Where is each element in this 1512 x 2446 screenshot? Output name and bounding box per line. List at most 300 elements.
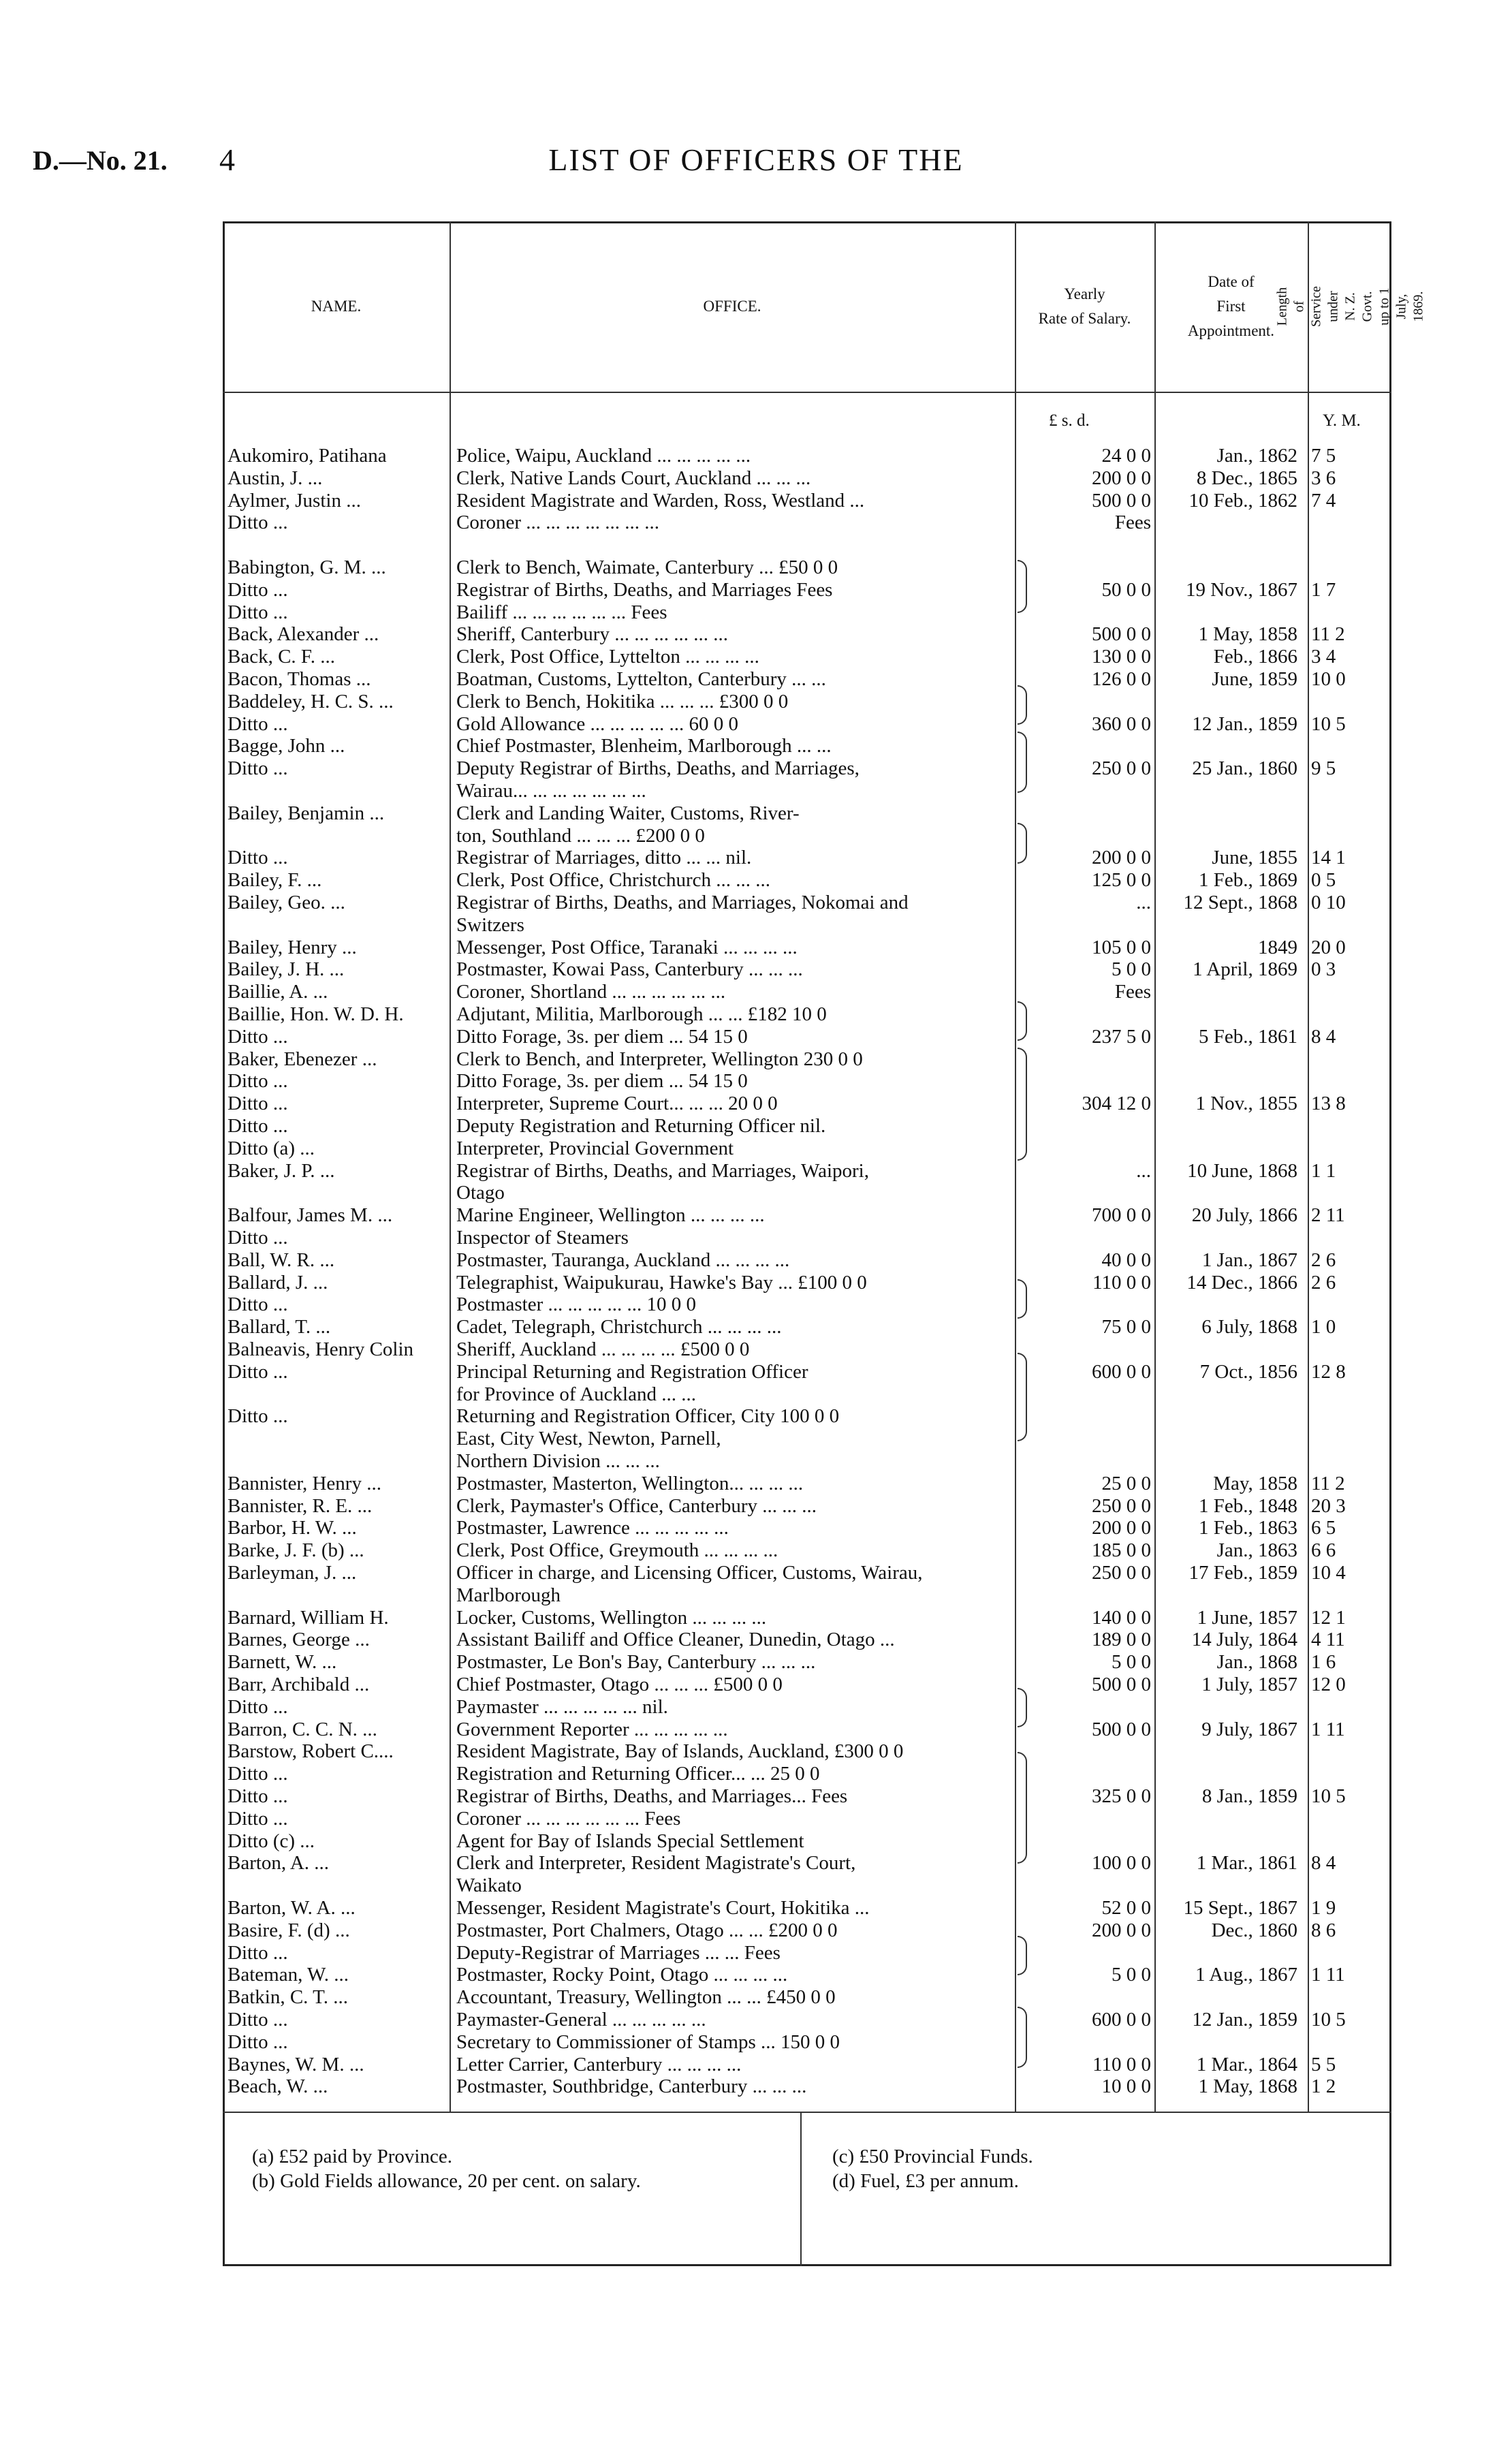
cell-date: 1 Feb., 1848 xyxy=(1199,1495,1297,1517)
cell-date: 1 July, 1857 xyxy=(1201,1674,1297,1695)
cell-name: Ditto ... xyxy=(227,1405,288,1427)
table-row xyxy=(0,1628,1512,1651)
table-row xyxy=(0,980,1512,1003)
cell-date: 1 Mar., 1861 xyxy=(1196,1852,1297,1874)
cell-office: Inspector of Steamers xyxy=(456,1227,629,1249)
cell-name: Ditto ... xyxy=(227,1361,288,1383)
cell-name: Bacon, Thomas ... xyxy=(227,668,371,690)
cell-service: 1 6 xyxy=(1311,1651,1336,1673)
cell-date: 12 Jan., 1859 xyxy=(1192,713,1297,735)
table-row xyxy=(0,1249,1512,1272)
cell-office: Secretary to Commissioner of Stamps ... 150 0 0 xyxy=(456,2031,840,2053)
cell-office: for Province of Auckland ... ... xyxy=(456,1383,696,1405)
cell-date: Jan., 1862 xyxy=(1216,445,1297,467)
table-row xyxy=(0,2075,1512,2098)
cell-service: 3 6 xyxy=(1311,467,1336,489)
page-ref: D.—No. 21. xyxy=(33,145,168,176)
cell-name: Ditto (c) ... xyxy=(227,1830,315,1852)
cell-date: 25 Jan., 1860 xyxy=(1192,757,1297,779)
cell-office: Letter Carrier, Canterbury ... ... ... ... xyxy=(456,2054,742,2075)
cell-name: Ball, W. R. ... xyxy=(227,1249,335,1271)
cell-salary: ... xyxy=(1136,892,1151,913)
cell-name: Barnard, William H. xyxy=(227,1607,389,1629)
cell-service: 20 3 xyxy=(1311,1495,1346,1517)
cell-name: Ditto ... xyxy=(227,1942,288,1964)
footnote-c: (c) £50 Provincial Funds. xyxy=(832,2146,1033,2167)
cell-name: Baddeley, H. C. S. ... xyxy=(227,691,394,712)
table-row xyxy=(0,846,1512,869)
cell-date: 1849 xyxy=(1258,937,1297,958)
cell-service: 6 6 xyxy=(1311,1539,1336,1561)
cell-salary: 125 0 0 xyxy=(1092,869,1151,891)
table-row xyxy=(0,824,1512,847)
cell-name: Ditto ... xyxy=(227,1026,288,1048)
table-row xyxy=(0,1785,1512,1808)
cell-name: Bagge, John ... xyxy=(227,735,345,757)
cell-date: 19 Nov., 1867 xyxy=(1185,579,1297,601)
cell-name: Ditto ... xyxy=(227,601,288,623)
cell-name: Aukomiro, Patihana xyxy=(227,445,387,467)
cell-office: Chief Postmaster, Blenheim, Marlborough ... ... xyxy=(456,735,832,757)
cell-name: Bailey, J. H. ... xyxy=(227,958,345,980)
cell-salary: 325 0 0 xyxy=(1092,1785,1151,1807)
cell-name: Bailey, Geo. ... xyxy=(227,892,345,913)
table-row xyxy=(0,1516,1512,1539)
cell-salary: 24 0 0 xyxy=(1101,445,1151,467)
cell-service: 6 5 xyxy=(1311,1517,1336,1539)
cell-service: 1 0 xyxy=(1311,1316,1336,1338)
cell-date: Jan., 1868 xyxy=(1216,1651,1297,1673)
cell-office: Coroner, Shortland ... ... ... ... ... ... xyxy=(456,981,726,1003)
cell-office: Postmaster, Southbridge, Canterbury ... ... ... xyxy=(456,2075,807,2097)
cell-office: Messenger, Resident Magistrate's Court, Hokitika ... xyxy=(456,1897,870,1919)
cell-office: Boatman, Customs, Lyttelton, Canterbury ... ... xyxy=(456,668,826,690)
table-row xyxy=(0,2031,1512,2054)
cell-date: 5 Feb., 1861 xyxy=(1199,1026,1297,1048)
cell-office: East, City West, Newton, Parnell, xyxy=(456,1428,721,1449)
cell-name: Balfour, James M. ... xyxy=(227,1204,393,1226)
footnote-a: (a) £52 paid by Province. xyxy=(252,2146,452,2167)
cell-name: Ditto ... xyxy=(227,1115,288,1137)
cell-salary: Fees xyxy=(1114,512,1151,533)
table-row xyxy=(0,936,1512,959)
table-row xyxy=(0,1338,1512,1361)
cell-date: 7 Oct., 1856 xyxy=(1199,1361,1297,1383)
cell-service: 8 4 xyxy=(1311,1852,1336,1874)
cell-date: 1 Feb., 1863 xyxy=(1199,1517,1297,1539)
cell-office: Gold Allowance ... ... ... ... ... 60 0 0 xyxy=(456,713,739,735)
table-row xyxy=(0,444,1512,467)
cell-date: 9 July, 1867 xyxy=(1201,1719,1297,1740)
cell-office: Interpreter, Provincial Government xyxy=(456,1138,734,1159)
cell-name: Back, C. F. ... xyxy=(227,646,335,668)
cell-office: Chief Postmaster, Otago ... ... ... £500 0 0 xyxy=(456,1674,783,1695)
cell-name: Ditto ... xyxy=(227,2031,288,2053)
table-row xyxy=(0,467,1512,490)
cell-name: Baillie, A. ... xyxy=(227,981,328,1003)
cell-date: 12 Jan., 1859 xyxy=(1192,2009,1297,2031)
cell-office: Northern Division ... ... ... xyxy=(456,1450,660,1472)
cell-salary: 500 0 0 xyxy=(1092,1719,1151,1740)
cell-salary: 500 0 0 xyxy=(1092,1674,1151,1695)
cell-name: Ditto ... xyxy=(227,2009,288,2031)
cell-office: Sheriff, Canterbury ... ... ... ... ... ... xyxy=(456,623,728,645)
cell-service: 5 5 xyxy=(1311,2054,1336,2075)
table-row xyxy=(0,1315,1512,1338)
cell-name: Ditto ... xyxy=(227,757,288,779)
cell-office: Postmaster, Le Bon's Bay, Canterbury ... ... ... xyxy=(456,1651,816,1673)
cell-salary: 500 0 0 xyxy=(1092,623,1151,645)
cell-name: Barbor, H. W. ... xyxy=(227,1517,357,1539)
cell-service: 14 1 xyxy=(1311,847,1346,868)
table-row xyxy=(0,1851,1512,1875)
table-row xyxy=(0,779,1512,802)
cell-office: Marlborough xyxy=(456,1584,561,1606)
cell-name: Bailey, F. ... xyxy=(227,869,322,891)
cell-date: Dec., 1860 xyxy=(1211,1919,1297,1941)
table-row xyxy=(0,601,1512,624)
cell-name: Baker, Ebenezer ... xyxy=(227,1048,377,1070)
cell-office: Resident Magistrate, Bay of Islands, Auckland, £300 0 0 xyxy=(456,1740,904,1762)
cell-service: 12 8 xyxy=(1311,1361,1346,1383)
cell-office: Marine Engineer, Wellington ... ... ... ... xyxy=(456,1204,765,1226)
cell-date: 1 June, 1857 xyxy=(1197,1607,1297,1629)
table-row xyxy=(0,1830,1512,1853)
cell-office: Bailiff ... ... ... ... ... ... Fees xyxy=(456,601,667,623)
page-number: 4 xyxy=(219,142,235,177)
cell-name: Ballard, T. ... xyxy=(227,1316,331,1338)
cell-office: Postmaster, Masterton, Wellington... ... ... ... xyxy=(456,1473,804,1494)
cell-salary: 600 0 0 xyxy=(1092,1361,1151,1383)
cell-office: Clerk to Bench, Waimate, Canterbury ... £50 0 0 xyxy=(456,556,838,578)
cell-office: Locker, Customs, Wellington ... ... ... ... xyxy=(456,1607,767,1629)
column-header-salary: Yearly Rate of Salary. xyxy=(1038,285,1131,327)
table-row xyxy=(0,1048,1512,1071)
table-row xyxy=(0,802,1512,825)
cell-office: Deputy Registrar of Births, Deaths, and Marriages, xyxy=(456,757,860,779)
table-row xyxy=(0,1092,1512,1115)
column-header-service-text: Length of Service under N. Z. Govt. up to 1 July, 1869. xyxy=(1274,286,1426,327)
table-row xyxy=(0,1025,1512,1048)
cell-name: Ditto ... xyxy=(227,512,288,533)
cell-office: Clerk to Bench, and Interpreter, Wellington 230 0 0 xyxy=(456,1048,863,1070)
cell-salary: Fees xyxy=(1114,981,1151,1003)
cell-name: Bannister, Henry ... xyxy=(227,1473,381,1494)
table-row xyxy=(0,489,1512,512)
cell-service: 4 11 xyxy=(1311,1629,1345,1650)
cell-salary: 360 0 0 xyxy=(1092,713,1151,735)
cell-name: Ditto ... xyxy=(227,1785,288,1807)
cell-name: Barke, J. F. (b) ... xyxy=(227,1539,364,1561)
cell-name: Babington, G. M. ... xyxy=(227,556,386,578)
table-row xyxy=(0,1293,1512,1316)
table-row xyxy=(0,1606,1512,1629)
cell-salary: 5 0 0 xyxy=(1112,958,1151,980)
cell-office: Postmaster, Port Chalmers, Otago ... ... £200 0 0 xyxy=(456,1919,838,1941)
cell-salary: 5 0 0 xyxy=(1112,1651,1151,1673)
cell-salary: 140 0 0 xyxy=(1092,1607,1151,1629)
cell-salary: 200 0 0 xyxy=(1092,467,1151,489)
cell-service: 7 4 xyxy=(1311,490,1336,512)
cell-name: Bailey, Henry ... xyxy=(227,937,357,958)
cell-service: 10 5 xyxy=(1311,713,1346,735)
cell-salary: 105 0 0 xyxy=(1092,937,1151,958)
cell-service: 2 6 xyxy=(1311,1249,1336,1271)
cell-service: 0 5 xyxy=(1311,869,1336,891)
cell-office: Clerk, Paymaster's Office, Canterbury ... ... ... xyxy=(456,1495,817,1517)
cell-office: Clerk to Bench, Hokitika ... ... ... £300 0 0 xyxy=(456,691,789,712)
cell-service: 3 4 xyxy=(1311,646,1336,668)
cell-office: Postmaster ... ... ... ... ... 10 0 0 xyxy=(456,1293,697,1315)
table-row xyxy=(0,1069,1512,1093)
cell-salary: 250 0 0 xyxy=(1092,1562,1151,1584)
cell-name: Ditto ... xyxy=(227,579,288,601)
cell-office: Assistant Bailiff and Office Cleaner, Dunedin, Otago ... xyxy=(456,1629,895,1650)
cell-salary: 130 0 0 xyxy=(1092,646,1151,668)
cell-name: Ditto (a) ... xyxy=(227,1138,315,1159)
cell-name: Bailey, Benjamin ... xyxy=(227,802,385,824)
table-row xyxy=(0,1718,1512,1741)
salary-units: £ s. d. xyxy=(1049,411,1090,430)
table-row xyxy=(0,2053,1512,2076)
cell-service: 1 7 xyxy=(1311,579,1336,601)
table-row xyxy=(0,1539,1512,1562)
table-row xyxy=(0,734,1512,757)
cell-date: June, 1855 xyxy=(1212,847,1297,868)
cell-office: Deputy-Registrar of Marriages ... ... Fees xyxy=(456,1942,781,1964)
cell-date: 8 Jan., 1859 xyxy=(1201,1785,1297,1807)
cell-name: Barstow, Robert C.... xyxy=(227,1740,394,1762)
cell-salary: 126 0 0 xyxy=(1092,668,1151,690)
cell-name: Ditto ... xyxy=(227,1070,288,1092)
cell-name: Baker, J. P. ... xyxy=(227,1160,335,1182)
cell-office: Police, Waipu, Auckland ... ... ... ... ... xyxy=(456,445,751,467)
table-row xyxy=(0,1472,1512,1495)
cell-service: 1 1 xyxy=(1311,1160,1336,1182)
cell-name: Balneavis, Henry Colin xyxy=(227,1338,414,1360)
cell-salary: 200 0 0 xyxy=(1092,1517,1151,1539)
table-row xyxy=(0,1494,1512,1518)
cell-date: Jan., 1863 xyxy=(1216,1539,1297,1561)
cell-date: 1 May, 1858 xyxy=(1198,623,1297,645)
table-row xyxy=(0,511,1512,534)
cell-office: Postmaster, Lawrence ... ... ... ... ... xyxy=(456,1517,729,1539)
cell-name: Bateman, W. ... xyxy=(227,1964,349,1986)
table-row xyxy=(0,1449,1512,1473)
cell-office: Resident Magistrate and Warden, Ross, Westland ... xyxy=(456,490,865,512)
cell-office: Registrar of Births, Deaths, and Marriages, Nokomai and xyxy=(456,892,909,913)
cell-salary: 700 0 0 xyxy=(1092,1204,1151,1226)
cell-salary: ... xyxy=(1136,1160,1151,1182)
cell-office: Postmaster, Rocky Point, Otago ... ... ... ... xyxy=(456,1964,788,1986)
footnote-column-divider xyxy=(800,2112,802,2266)
cell-name: Barnes, George ... xyxy=(227,1629,370,1650)
footnote-divider xyxy=(223,2112,1391,2113)
table-row xyxy=(0,757,1512,780)
table-row xyxy=(0,1427,1512,1450)
cell-salary: 40 0 0 xyxy=(1101,1249,1151,1271)
cell-name: Baillie, Hon. W. D. H. xyxy=(227,1003,404,1025)
cell-date: 15 Sept., 1867 xyxy=(1183,1897,1297,1919)
cell-name: Aylmer, Justin ... xyxy=(227,490,361,512)
table-row xyxy=(0,556,1512,579)
cell-office: Registrar of Marriages, ditto ... ... nil. xyxy=(456,847,752,868)
table-row xyxy=(0,1941,1512,1964)
table-row xyxy=(0,1159,1512,1182)
table-row xyxy=(0,1114,1512,1138)
cell-date: 12 Sept., 1868 xyxy=(1183,892,1297,913)
cell-office: Government Reporter ... ... ... ... ... xyxy=(456,1719,728,1740)
cell-office: Principal Returning and Registration Officer xyxy=(456,1361,808,1383)
cell-date: 1 Nov., 1855 xyxy=(1195,1093,1297,1114)
cell-date: June, 1859 xyxy=(1212,668,1297,690)
cell-date: 1 Feb., 1869 xyxy=(1199,869,1297,891)
cell-service: 10 5 xyxy=(1311,1785,1346,1807)
cell-service: 7 5 xyxy=(1311,445,1336,467)
cell-service: 10 0 xyxy=(1311,668,1346,690)
table-row xyxy=(0,1003,1512,1026)
cell-salary: 52 0 0 xyxy=(1101,1897,1151,1919)
table-row xyxy=(0,1561,1512,1584)
table-row xyxy=(0,668,1512,691)
table-row xyxy=(0,645,1512,668)
column-header-service xyxy=(1274,225,1426,388)
cell-name: Barnett, W. ... xyxy=(227,1651,337,1673)
cell-office: Officer in charge, and Licensing Officer, Customs, Wairau, xyxy=(456,1562,923,1584)
cell-name: Ditto ... xyxy=(227,1696,288,1718)
cell-name: Austin, J. ... xyxy=(227,467,323,489)
cell-office: Switzers xyxy=(456,914,524,936)
table-row xyxy=(0,1137,1512,1160)
cell-office: Clerk, Native Lands Court, Auckland ... ... ... xyxy=(456,467,811,489)
cell-salary: 10 0 0 xyxy=(1101,2075,1151,2097)
cell-service: 11 2 xyxy=(1311,623,1345,645)
cell-office: Registrar of Births, Deaths, and Marriages, Waipori, xyxy=(456,1160,869,1182)
cell-salary: 25 0 0 xyxy=(1101,1473,1151,1494)
cell-date: 1 Aug., 1867 xyxy=(1195,1964,1297,1986)
cell-date: 1 April, 1869 xyxy=(1193,958,1297,980)
table-row xyxy=(0,712,1512,736)
cell-office: Sheriff, Auckland ... ... ... ... £500 0 0 xyxy=(456,1338,750,1360)
header-divider xyxy=(223,392,1391,393)
table-row xyxy=(0,1874,1512,1897)
cell-service: 20 0 xyxy=(1311,937,1346,958)
cell-office: Deputy Registration and Returning Officer nil. xyxy=(456,1115,826,1137)
table-row xyxy=(0,1807,1512,1830)
cell-service: 10 5 xyxy=(1311,2009,1346,2031)
cell-salary: 500 0 0 xyxy=(1092,490,1151,512)
table-row xyxy=(0,690,1512,713)
cell-office: Postmaster, Tauranga, Auckland ... ... ... ... xyxy=(456,1249,790,1271)
cell-service: 8 4 xyxy=(1311,1026,1336,1048)
cell-name: Back, Alexander ... xyxy=(227,623,379,645)
table-row xyxy=(0,1963,1512,1986)
cell-date: 14 Dec., 1866 xyxy=(1186,1272,1297,1293)
cell-date: 1 Mar., 1864 xyxy=(1196,2054,1297,2075)
cell-salary: 200 0 0 xyxy=(1092,847,1151,868)
table-row xyxy=(0,1919,1512,1942)
table-row xyxy=(0,1584,1512,1607)
cell-date: Feb., 1866 xyxy=(1213,646,1297,668)
cell-name: Barton, W. A. ... xyxy=(227,1897,356,1919)
cell-office: Agent for Bay of Islands Special Settlement xyxy=(456,1830,804,1852)
cell-office: Registrar of Births, Deaths, and Marriages Fees xyxy=(456,579,833,601)
cell-salary: 100 0 0 xyxy=(1092,1852,1151,1874)
column-header-name: NAME. xyxy=(311,298,362,315)
table-row xyxy=(0,2008,1512,2031)
cell-salary: 50 0 0 xyxy=(1101,579,1151,601)
cell-office: Clerk and Interpreter, Resident Magistrate's Court, xyxy=(456,1852,856,1874)
cell-office: Clerk, Post Office, Greymouth ... ... ... ... xyxy=(456,1539,778,1561)
table-row xyxy=(0,913,1512,937)
cell-office: Cadet, Telegraph, Christchurch ... ... ... ... xyxy=(456,1316,782,1338)
cell-name: Barleyman, J. ... xyxy=(227,1562,357,1584)
cell-office: ton, Southland ... ... ... £200 0 0 xyxy=(456,825,705,847)
cell-service: 12 1 xyxy=(1311,1607,1346,1629)
page-title: LIST OF OFFICERS OF THE xyxy=(548,142,964,177)
table-row xyxy=(0,1181,1512,1204)
cell-office: Returning and Registration Officer, City 100 0 0 xyxy=(456,1405,840,1427)
table-row xyxy=(0,958,1512,981)
table-row xyxy=(0,1896,1512,1919)
cell-name: Ditto ... xyxy=(227,1227,288,1249)
cell-date: 6 July, 1868 xyxy=(1201,1316,1297,1338)
cell-salary: 200 0 0 xyxy=(1092,1919,1151,1941)
cell-office: Clerk, Post Office, Lyttelton ... ... ... ... xyxy=(456,646,759,668)
cell-name: Ditto ... xyxy=(227,1293,288,1315)
cell-salary: 189 0 0 xyxy=(1092,1629,1151,1650)
cell-office: Postmaster, Kowai Pass, Canterbury ... ... ... xyxy=(456,958,803,980)
table-row xyxy=(0,1740,1512,1763)
cell-date: 10 June, 1868 xyxy=(1187,1160,1297,1182)
cell-name: Ditto ... xyxy=(227,1093,288,1114)
cell-name: Barr, Archibald ... xyxy=(227,1674,370,1695)
cell-salary: 110 0 0 xyxy=(1092,2054,1151,2075)
table-row xyxy=(0,1383,1512,1406)
cell-name: Ditto ... xyxy=(227,1763,288,1785)
cell-service: 1 2 xyxy=(1311,2075,1336,2097)
cell-service: 0 10 xyxy=(1311,892,1346,913)
table-row xyxy=(0,868,1512,892)
cell-office: Paymaster ... ... ... ... ... nil. xyxy=(456,1696,668,1718)
cell-service: 1 9 xyxy=(1311,1897,1336,1919)
cell-office: Waikato xyxy=(456,1875,522,1896)
cell-salary: 110 0 0 xyxy=(1092,1272,1151,1293)
cell-service: 9 5 xyxy=(1311,757,1336,779)
table-row xyxy=(0,1673,1512,1696)
table-row xyxy=(0,1695,1512,1719)
cell-office: Adjutant, Militia, Marlborough ... ... £182 10 0 xyxy=(456,1003,827,1025)
cell-name: Bannister, R. E. ... xyxy=(227,1495,373,1517)
cell-date: 8 Dec., 1865 xyxy=(1196,467,1297,489)
cell-salary: 600 0 0 xyxy=(1092,2009,1151,2031)
cell-date: 1 May, 1868 xyxy=(1198,2075,1297,2097)
cell-name: Ditto ... xyxy=(227,1808,288,1830)
cell-name: Ditto ... xyxy=(227,713,288,735)
cell-salary: 304 12 0 xyxy=(1082,1093,1151,1114)
cell-office: Messenger, Post Office, Taranaki ... ... ... ... xyxy=(456,937,798,958)
table-row xyxy=(0,891,1512,914)
cell-name: Barron, C. C. N. ... xyxy=(227,1719,377,1740)
cell-date: 20 July, 1866 xyxy=(1191,1204,1297,1226)
cell-date: 14 July, 1864 xyxy=(1191,1629,1297,1650)
cell-service: 2 6 xyxy=(1311,1272,1336,1293)
cell-salary: 250 0 0 xyxy=(1092,757,1151,779)
cell-date: May, 1858 xyxy=(1213,1473,1297,1494)
cell-office: Wairau... ... ... ... ... ... ... xyxy=(456,780,646,802)
table-row xyxy=(0,1650,1512,1674)
cell-office: Clerk and Landing Waiter, Customs, River- xyxy=(456,802,800,824)
